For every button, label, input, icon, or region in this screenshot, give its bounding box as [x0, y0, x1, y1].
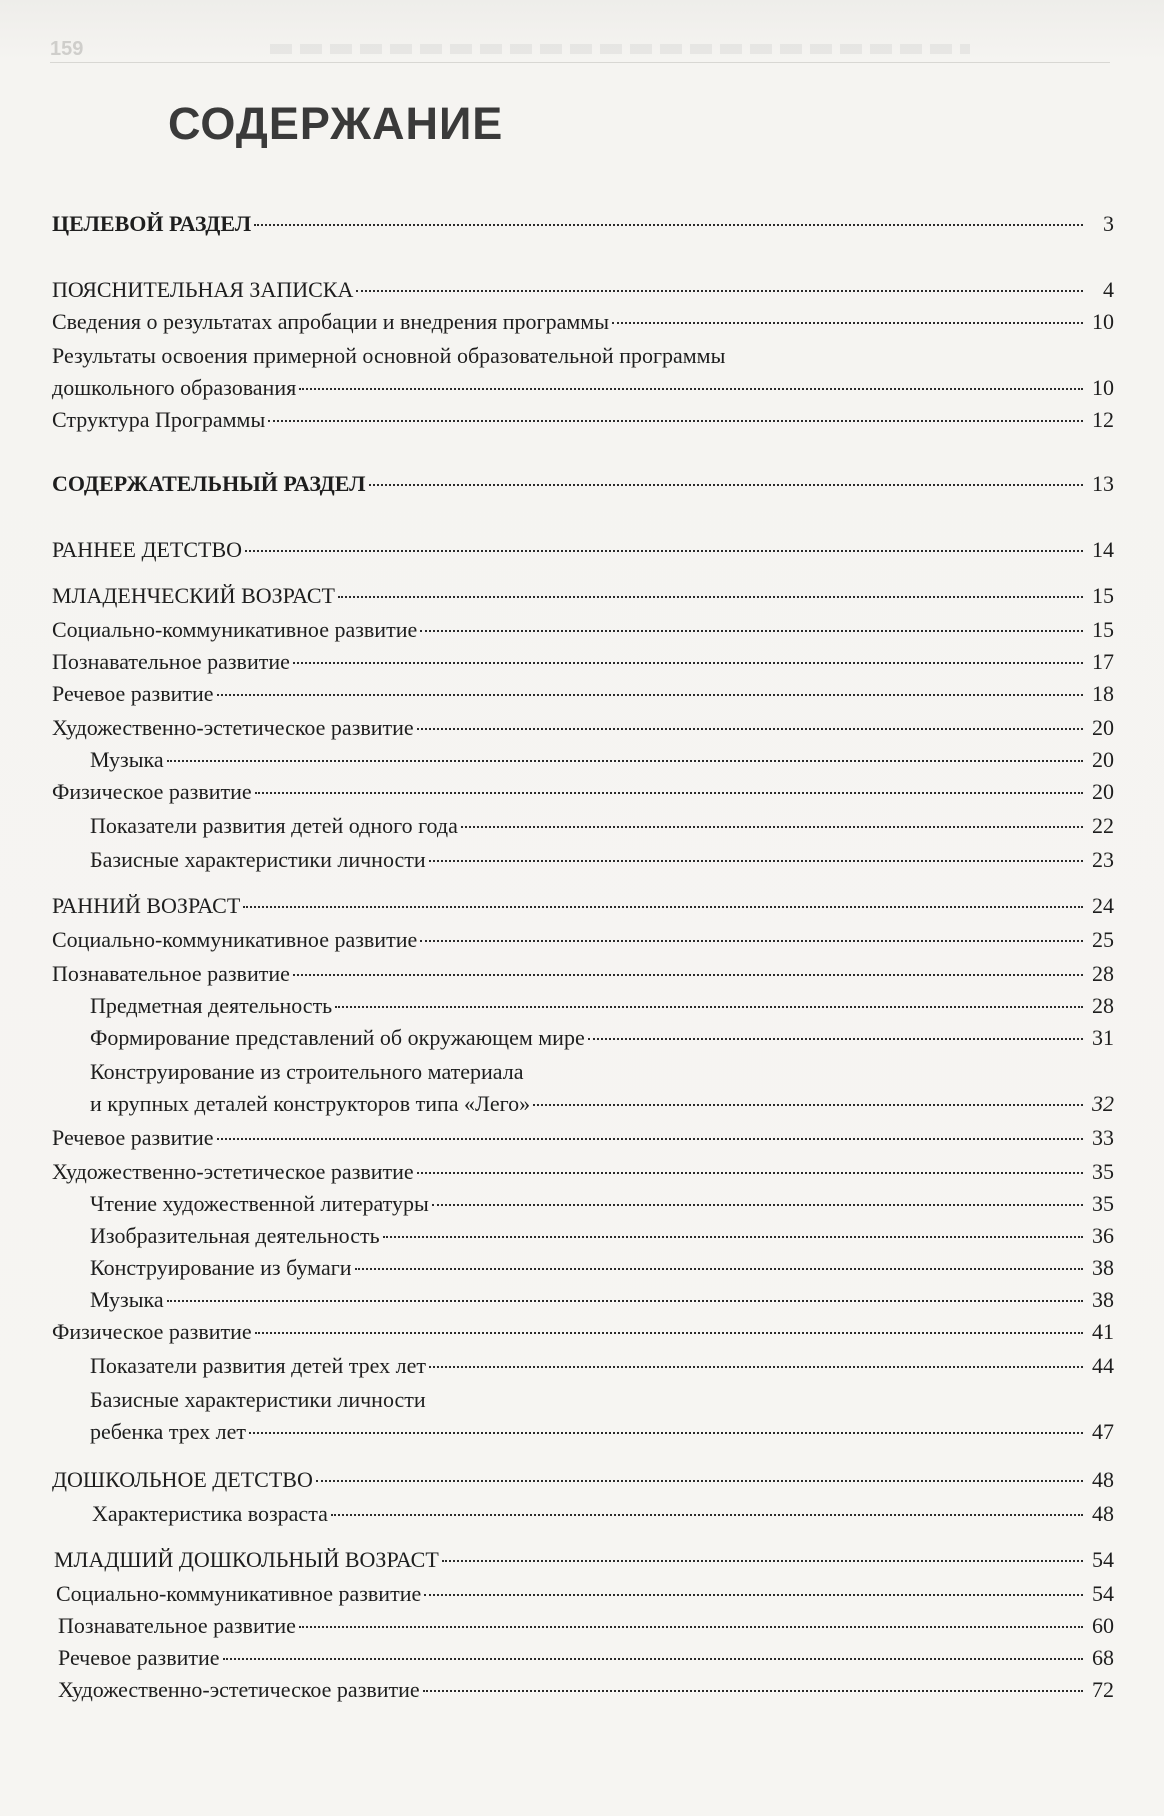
- toc-entry-page: 54: [1092, 1581, 1114, 1606]
- toc-entry: [90, 1024, 1114, 1052]
- toc-entry-label: МЛАДШИЙ ДОШКОЛЬНЫЙ ВОЗРАСТ: [54, 1547, 439, 1572]
- toc-entry: [52, 536, 1114, 564]
- toc-entry-page: 28: [1092, 993, 1114, 1018]
- toc-leader-dots: [424, 1594, 1083, 1596]
- toc-entry: [52, 616, 1114, 644]
- toc-leader-dots: [223, 1658, 1083, 1660]
- toc-entry: [52, 680, 1114, 708]
- toc-entry: [52, 308, 1114, 336]
- toc-leader-dots: [417, 728, 1083, 730]
- toc-leader-dots: [383, 1236, 1083, 1238]
- toc-entry-label: Речевое развитие: [52, 681, 214, 706]
- toc-entry-label: Базисные характеристики личности: [90, 847, 426, 872]
- toc-leader-dots: [420, 630, 1083, 632]
- toc-entry-page: 4: [1103, 277, 1114, 302]
- toc-leader-dots: [442, 1560, 1083, 1562]
- toc-entry: [56, 1580, 1114, 1608]
- toc-entry-page: 15: [1092, 583, 1114, 608]
- toc-entry: [52, 1124, 1114, 1152]
- toc-entry-label: Социально-коммуникативное развитие: [56, 1581, 422, 1606]
- toc-entry: [52, 470, 1114, 498]
- toc-entry-page: 72: [1092, 1677, 1114, 1702]
- toc-entry: [52, 778, 1114, 806]
- toc-entry-page: 14: [1092, 537, 1114, 562]
- toc-entry-page: 20: [1092, 747, 1114, 772]
- toc-entry-page: 33: [1092, 1125, 1114, 1150]
- toc-entry-label: Показатели развития детей трех лет: [90, 1353, 426, 1378]
- toc-entry-page: 36: [1092, 1223, 1114, 1248]
- toc-entry-label: Сведения о результатах апробации и внедрения программы: [52, 309, 609, 334]
- toc-leader-dots: [268, 420, 1083, 422]
- toc-entry-page: 15: [1092, 617, 1114, 642]
- toc-entry-page: 32: [1092, 1091, 1114, 1116]
- toc-entry-page: 38: [1092, 1255, 1114, 1280]
- toc-entry: [90, 992, 1114, 1020]
- toc-leader-dots: [255, 792, 1083, 794]
- toc-entry: [52, 1318, 1114, 1346]
- toc-entry: [90, 1190, 1114, 1218]
- toc-entry: [52, 648, 1114, 676]
- toc-entry-page: 17: [1092, 649, 1114, 674]
- toc-leader-dots: [217, 694, 1083, 696]
- toc-leader-dots: [533, 1104, 1083, 1106]
- toc-entry-page: 41: [1092, 1319, 1114, 1344]
- toc-leader-dots: [299, 388, 1083, 390]
- toc-entry-page: 22: [1092, 813, 1114, 838]
- toc-entry: [52, 926, 1114, 954]
- toc-entry-page: 24: [1092, 893, 1114, 918]
- toc-leader-dots: [429, 860, 1083, 862]
- toc-entry-label: Физическое развитие: [52, 779, 252, 804]
- toc-entry-label: Познавательное развитие: [52, 961, 290, 986]
- toc-entry-label: Речевое развитие: [58, 1645, 220, 1670]
- toc-entry-page: 47: [1092, 1419, 1114, 1444]
- toc-leader-dots: [356, 290, 1083, 292]
- toc-entry: [58, 1644, 1114, 1672]
- toc-entry: [90, 746, 1114, 774]
- toc-entry: [52, 892, 1114, 920]
- toc-entry-page: 48: [1092, 1501, 1114, 1526]
- toc-leader-dots: [245, 550, 1083, 552]
- toc-entry-label: ДОШКОЛЬНОЕ ДЕТСТВО: [52, 1467, 313, 1492]
- toc-entry: [90, 812, 1114, 840]
- toc-entry-label: Познавательное развитие: [52, 649, 290, 674]
- toc-leader-dots: [369, 484, 1083, 486]
- toc-entry: [90, 1418, 1114, 1446]
- toc-entry-page: 48: [1092, 1467, 1114, 1492]
- toc-entry-label: Речевое развитие: [52, 1125, 214, 1150]
- toc-entry-label: Формирование представлений об окружающем мире: [90, 1025, 585, 1050]
- toc-entry: [52, 1466, 1114, 1494]
- toc-leader-dots: [588, 1038, 1083, 1040]
- toc-entry: [90, 846, 1114, 874]
- toc-entry-page: 20: [1092, 715, 1114, 740]
- toc-entry-label-line1: Результаты освоения примерной основной образовательной программы: [52, 343, 726, 368]
- toc-leader-dots: [167, 760, 1083, 762]
- toc-entry-page: 3: [1103, 211, 1114, 236]
- toc-entry-page: 18: [1092, 681, 1114, 706]
- toc-entry-label: дошкольного образования: [52, 375, 297, 400]
- toc-leader-dots: [335, 1006, 1083, 1008]
- toc-entry: [92, 1500, 1114, 1528]
- toc-leader-dots: [249, 1432, 1083, 1434]
- toc-entry-label: ребенка трех лет: [90, 1419, 247, 1444]
- toc-entry-label: и крупных деталей конструкторов типа «Лего»: [90, 1091, 531, 1116]
- toc-leader-dots: [429, 1366, 1083, 1368]
- toc-leader-dots: [316, 1480, 1083, 1482]
- toc-entry-page: 23: [1092, 847, 1114, 872]
- toc-entry-label: Структура Программы: [52, 407, 266, 432]
- toc-leader-dots: [243, 906, 1083, 908]
- toc-entry-page: 38: [1092, 1287, 1114, 1312]
- toc-entry: [52, 210, 1114, 238]
- toc-entry-page: 12: [1092, 407, 1114, 432]
- toc-entry-label: Предметная деятельность: [90, 993, 333, 1018]
- toc-entry-label: Музыка: [90, 747, 164, 772]
- toc-entry: [58, 1676, 1114, 1704]
- toc-entry: [58, 1612, 1114, 1640]
- toc-entry: [52, 582, 1114, 610]
- toc-entry-label: Характеристика возраста: [92, 1501, 328, 1526]
- toc-entry-page: 68: [1092, 1645, 1114, 1670]
- toc-entry: [90, 1286, 1114, 1314]
- toc-entry-page: 10: [1092, 309, 1114, 334]
- toc-entry-page: 54: [1092, 1547, 1114, 1572]
- toc-entry-label: Чтение художественной литературы: [90, 1191, 429, 1216]
- toc-entry: [52, 1158, 1114, 1186]
- toc-entry-label: МЛАДЕНЧЕСКИЙ ВОЗРАСТ: [52, 583, 335, 608]
- toc-entry: [52, 406, 1114, 434]
- toc-leader-dots: [293, 662, 1083, 664]
- toc-leader-dots: [217, 1138, 1083, 1140]
- toc-entry: [54, 1546, 1114, 1574]
- toc-leader-dots: [355, 1268, 1083, 1270]
- toc-entry-label: Социально-коммуникативное развитие: [52, 617, 418, 642]
- toc-entry-page: 60: [1092, 1613, 1114, 1638]
- toc-leader-dots: [612, 322, 1083, 324]
- toc-entry-label: РАННИЙ ВОЗРАСТ: [52, 893, 241, 918]
- toc-entry-page: 44: [1092, 1353, 1114, 1378]
- toc-entry-label: РАННЕЕ ДЕТСТВО: [52, 537, 243, 562]
- toc-entry-label: Конструирование из бумаги: [90, 1255, 352, 1280]
- toc-leader-dots: [331, 1514, 1083, 1516]
- toc-leader-dots: [338, 596, 1083, 598]
- toc-entry-label-line1: Конструирование из строительного материала: [90, 1059, 524, 1084]
- toc-entry-label-line1: Базисные характеристики личности: [90, 1387, 426, 1412]
- toc-entry-page: 10: [1092, 375, 1114, 400]
- toc-leader-dots: [420, 940, 1083, 942]
- toc-entry-label: Музыка: [90, 1287, 164, 1312]
- toc-entry-page: 31: [1092, 1025, 1114, 1050]
- toc-entry-label: Познавательное развитие: [58, 1613, 296, 1638]
- toc-leader-dots: [167, 1300, 1083, 1302]
- toc-entry-page: 13: [1092, 471, 1114, 496]
- toc-entry: [52, 960, 1114, 988]
- running-head-page-number: 159: [50, 38, 84, 60]
- toc-entry-page: 28: [1092, 961, 1114, 986]
- page-title: СОДЕРЖАНИЕ: [168, 98, 504, 149]
- toc-entry-page: 20: [1092, 779, 1114, 804]
- toc-entry-page: 35: [1092, 1159, 1114, 1184]
- toc-leader-dots: [299, 1626, 1083, 1628]
- toc-entry-label: ЦЕЛЕВОЙ РАЗДЕЛ: [52, 211, 252, 236]
- toc-entry: [52, 374, 1114, 402]
- toc-entry: [90, 1222, 1114, 1250]
- toc-entry: [90, 1254, 1114, 1282]
- toc-entry: [90, 1090, 1114, 1118]
- toc-entry-label: Художественно-эстетическое развитие: [52, 1159, 414, 1184]
- toc-entry-page: 25: [1092, 927, 1114, 952]
- toc-entry-page: 35: [1092, 1191, 1114, 1216]
- toc-entry-label: ПОЯСНИТЕЛЬНАЯ ЗАПИСКА: [52, 277, 354, 302]
- toc-leader-dots: [432, 1204, 1083, 1206]
- toc-entry: [52, 276, 1114, 304]
- toc-entry: [90, 1352, 1114, 1380]
- toc-entry-label: Изобразительная деятельность: [90, 1223, 380, 1248]
- toc-leader-dots: [254, 224, 1083, 226]
- toc-entry: [52, 714, 1114, 742]
- toc-entry-label: Социально-коммуникативное развитие: [52, 927, 418, 952]
- toc-leader-dots: [255, 1332, 1083, 1334]
- toc-leader-dots: [417, 1172, 1083, 1174]
- toc-entry-label: Физическое развитие: [52, 1319, 252, 1344]
- toc-leader-dots: [423, 1690, 1083, 1692]
- toc-entry-label: Художественно-эстетическое развитие: [58, 1677, 420, 1702]
- toc-entry-label: СОДЕРЖАТЕЛЬНЫЙ РАЗДЕЛ: [52, 471, 366, 496]
- toc-leader-dots: [461, 826, 1083, 828]
- toc-entry-label: Художественно-эстетическое развитие: [52, 715, 414, 740]
- toc-entry-label: Показатели развития детей одного года: [90, 813, 458, 838]
- toc-leader-dots: [293, 974, 1083, 976]
